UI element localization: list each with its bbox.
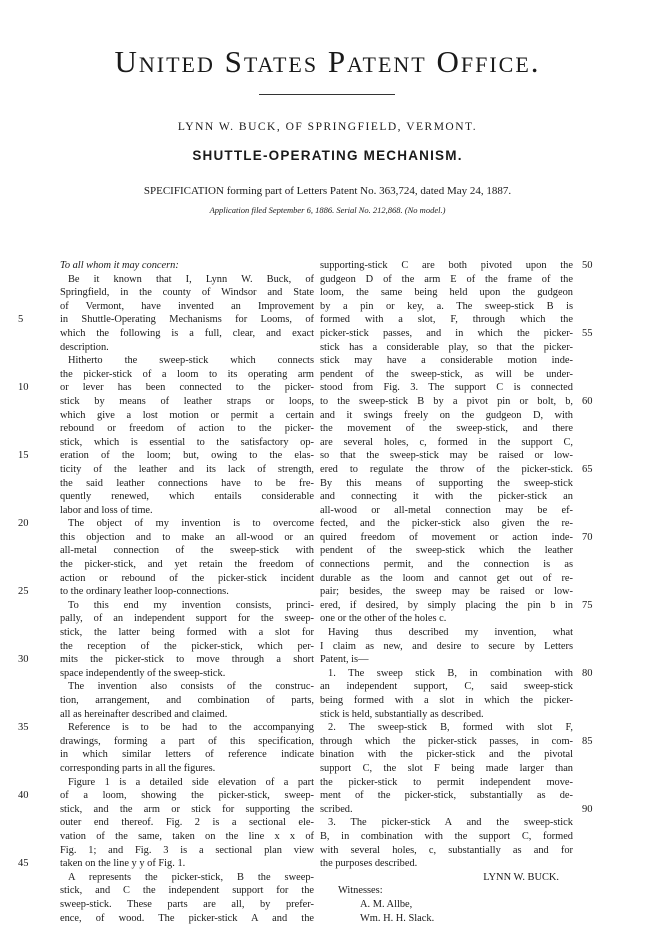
left-text-line: Fig. 1; and Fig. 3 is a sectional plan view [60,844,314,858]
left-text-line: in Shuttle-Operating Mechanisms for Looms, of [60,313,314,327]
left-text-line: Springfield, in the county of Windsor and State [60,286,314,300]
left-line-number: 35 [18,722,29,734]
right-text-line: the movement of the sweep-stick, and there [320,422,573,436]
inventor-line: LYNN W. BUCK, OF SPRINGFIELD, VERMONT. [0,120,655,134]
right-text-line: supporting-stick C are both pivoted upon the [320,259,573,273]
left-text-line: pally, of an independent support for the sweep- [60,612,314,626]
right-line-number: 85 [582,736,593,748]
left-line-number: 20 [18,518,29,530]
left-text-line: outer end thereof. Fig. 2 is a sectional ele- [60,816,314,830]
right-text-line: being formed with a slot in which the picker- [320,694,573,708]
right-text-line: LYNN W. BUCK. [320,871,573,885]
left-text-line: the said leather connections have to be fre- [60,477,314,491]
left-text-line: A represents the picker-stick, B the sweep- [60,871,314,885]
left-line-number: 25 [18,586,29,598]
left-text-line: in which similar letters of reference indicate [60,748,314,762]
right-text-line: with several holes, c, substantially as and for [320,844,573,858]
application-line: Application filed September 6, 1886. Serial No. 212,868. (No model.) [0,205,655,215]
heading-divider [259,94,395,95]
left-text-line: of Vermont, have invented an Improvement [60,300,314,314]
right-text-line: By this means of supporting the sweep-stick [320,477,573,491]
left-line-number: 45 [18,858,29,870]
left-line-number: 40 [18,790,29,802]
left-text-line: Reference is to be had to the accompanying [60,721,314,735]
right-text-line: gudgeon D of the arm E of the frame of the [320,273,573,287]
specification-line: SPECIFICATION forming part of Letters Patent No. 363,724, dated May 24, 1887. [0,185,655,198]
right-text-line: bination with the picker-stick and the pivotal [320,748,573,762]
left-text-line: Be it known that I, Lynn W. Buck, of [60,273,314,287]
patent-office-heading: United States Patent Office. [0,44,655,80]
right-text-line: formed with a slot, F, through which the [320,313,573,327]
left-text-line: taken on the line y y of Fig. 1. [60,857,314,871]
right-text-line: ered to regulate the throw of the picker-stick. [320,463,573,477]
left-text-line: ticity of the leather and its lack of strength, [60,463,314,477]
right-text-line: the picker-stick to permit independent move- [320,776,573,790]
left-text-column [60,259,314,925]
right-line-number: 70 [582,532,593,544]
right-text-line: Wm. H. H. Slack. [320,912,573,925]
left-text-line: vation of the same, taken on the line x x of [60,830,314,844]
left-text-line: To this end my invention consists, princi- [60,599,314,613]
left-text-line: stick by means of leather straps or loops, [60,395,314,409]
right-text-line: and connecting it with the picker-stick an [320,490,573,504]
left-text-line: Hitherto the sweep-stick which connects [60,354,314,368]
right-text-line: loom, the same being held upon the gudgeon [320,286,573,300]
right-text-line: pendent of the sweep-stick, as will be under- [320,368,573,382]
right-line-number: 50 [582,260,593,272]
left-text-line: mits the picker-stick to move through a short [60,653,314,667]
right-text-line: Having thus described my invention, what [320,626,573,640]
right-text-line: pendent of the sweep-stick which the leather [320,544,573,558]
left-text-line: tion, arrangement, and combination of parts, [60,694,314,708]
left-text-line: The object of my invention is to overcome [60,517,314,531]
left-line-number: 15 [18,450,29,462]
right-line-number: 90 [582,804,593,816]
left-text-line: to the ordinary leather loop-connections. [60,585,314,599]
right-line-number: 55 [582,328,593,340]
right-text-line: 3. The picker-stick A and the sweep-stick [320,816,573,830]
left-text-line: action or rebound of the picker-stick incident [60,572,314,586]
right-text-line: one or the other of the holes c. [320,612,573,626]
right-text-line: stick may have a considerable motion inde- [320,354,573,368]
left-text-line: quently renewed, which entails considerable [60,490,314,504]
right-text-line: are several holes, c, formed in the support C, [320,436,573,450]
left-text-line: The invention also consists of the construc- [60,680,314,694]
left-text-line: the picker-stick, and yet retain the freedom of [60,558,314,572]
left-text-line: space independently of the sweep-stick. [60,667,314,681]
right-text-line: so that the sweep-stick may be raised or low- [320,449,573,463]
left-text-line: all-metal connection of the sweep-stick with [60,544,314,558]
left-text-line: sweep-stick. These parts are all, by prefer- [60,898,314,912]
left-text-line: all as hereinafter described and claimed. [60,708,314,722]
right-text-line: pair; besides, the sweep may be raised or low- [320,585,573,599]
right-text-line: stick is held, substantially as described. [320,708,573,722]
left-text-line: or lever has been connected to the picker- [60,381,314,395]
left-text-line: stick, and C the independent support for the [60,884,314,898]
right-text-line: B, in combination with the support C, formed [320,830,573,844]
right-line-number: 75 [582,600,593,612]
right-text-line: an independent support, C, said sweep-stick [320,680,573,694]
left-text-line: labor and loss of time. [60,504,314,518]
left-line-number: 10 [18,382,29,394]
right-text-line: ment of the picker-stick, substantially as de- [320,789,573,803]
left-text-line: stick, which is essential to the satisfactory op- [60,436,314,450]
left-line-number: 30 [18,654,29,666]
right-text-line: stood from Fig. 3. The support C is connected [320,381,573,395]
right-line-number: 80 [582,668,593,680]
left-text-line: rebound or freedom of action to the picker- [60,422,314,436]
right-text-line: picker-stick passes, and in which the picker- [320,327,573,341]
right-text-line: 2. The sweep-stick B, formed with slot F, [320,721,573,735]
right-text-line: support C, the slot F being made larger than [320,762,573,776]
right-text-line: 1. The sweep stick B, in combination with [320,667,573,681]
left-text-line: stick, and the arm or stick for supporting the [60,803,314,817]
left-text-line: stick, the latter being formed with a slot for [60,626,314,640]
right-text-line: Witnesses: [320,884,573,898]
invention-title: SHUTTLE-OPERATING MECHANISM. [0,148,655,164]
right-line-number: 60 [582,396,593,408]
right-text-line: and it swings freely on the gudgeon D, with [320,409,573,423]
left-text-line: To all whom it may concern: [60,259,314,273]
right-text-line: I claim as new, and desire to secure by Letters [320,640,573,654]
left-text-line: of a loom, showing the picker-stick, sweep- [60,789,314,803]
right-text-line: durable as the loom and cannot get out of re- [320,572,573,586]
left-text-line: the reception of the picker-stick, which per- [60,640,314,654]
right-text-line: connections permit, and the connection is as [320,558,573,572]
right-text-line: stick has a considerable play, so that the picker- [320,341,573,355]
left-text-line: drawings, forming a part of this specification, [60,735,314,749]
right-text-line: through which the picker-stick passes, in com- [320,735,573,749]
left-text-line: ence, of wood. The picker-stick A and the [60,912,314,925]
right-text-line: ered, if desired, by simply placing the pin b in [320,599,573,613]
right-text-line: the purposes described. [320,857,573,871]
left-text-line: description. [60,341,314,355]
right-line-number: 65 [582,464,593,476]
right-text-line: scribed. [320,803,573,817]
right-text-line: by a pin or key, a. The sweep-stick B is [320,300,573,314]
left-text-line: corresponding parts in all the figures. [60,762,314,776]
left-text-line: the picker-stick of a loom to its operating arm [60,368,314,382]
left-text-line: which give a lost motion or permit a certain [60,409,314,423]
right-text-line: fected, and the picker-stick also given the re- [320,517,573,531]
right-text-line: all-wood or all-metal connection may be ef- [320,504,573,518]
left-text-line: Figure 1 is a detailed side elevation of a part [60,776,314,790]
left-text-line: eration of the loom; but, owing to the elas- [60,449,314,463]
right-text-line: A. M. Allbe, [320,898,573,912]
right-text-line: to the sweep-stick B by a pivot pin or bolt, b, [320,395,573,409]
left-text-line: this objection and to make an all-wood or an [60,531,314,545]
right-text-line: Patent, is— [320,653,573,667]
right-text-line: quired freedom of movement or action inde- [320,531,573,545]
right-text-column [320,259,573,925]
left-text-line: which the following is a full, clear, and exact [60,327,314,341]
left-line-number: 5 [18,314,23,326]
